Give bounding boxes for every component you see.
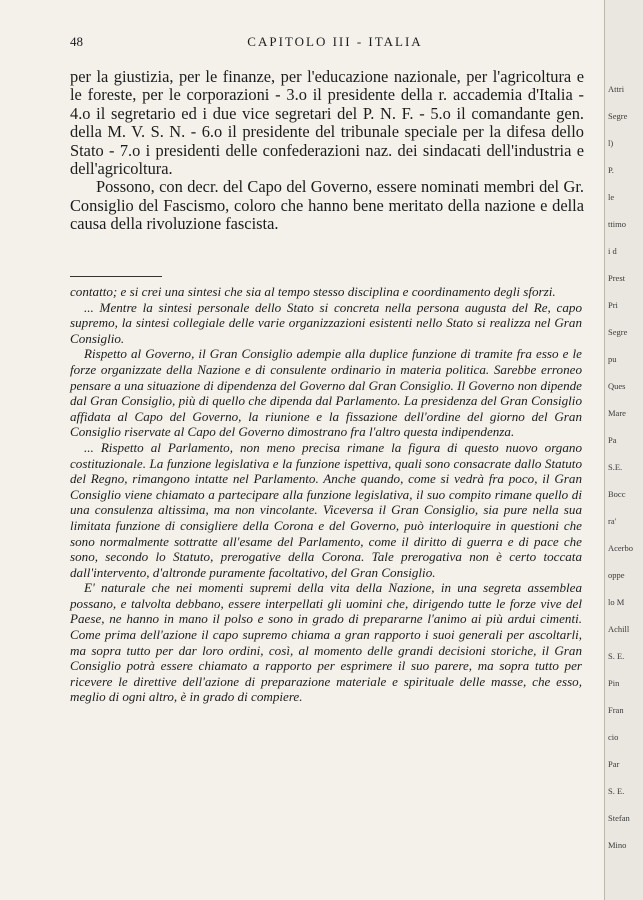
margin-fragment: Prest <box>608 273 625 283</box>
footnote-paragraph: Rispetto al Governo, il Gran Consiglio adempie alla duplice funzione di tramite fra esso e le forze organizzate della Nazione e di consulente ordinario in materia politica. Sarebbe erroneo pensare a una situazione di dipendenza del Governo dal Gran Consiglio. Il Governo non dipende dal Gran Consiglio, più di quello che dipenda dal Parlamento. La presidenza del Gran Consiglio affidata al Capo del Governo, la riunione e la fissazione dell'ordine del giorno del Gran Consiglio riservate al Capo del Governo dimostrano fra l'altro questa indipendenza. <box>70 346 582 440</box>
margin-fragment: Pri <box>608 300 618 310</box>
margin-fragment: S. E. <box>608 786 625 796</box>
margin-fragment: Mare <box>608 408 626 418</box>
margin-fragment: Segre <box>608 111 628 121</box>
margin-fragment: ra' <box>608 516 617 526</box>
margin-fragment: Stefan <box>608 813 630 823</box>
margin-fragment: Achill <box>608 624 630 634</box>
margin-fragment: pu <box>608 354 617 364</box>
footnote-paragraph: ... Rispetto al Parlamento, non meno precisa rimane la figura di questo nuovo organo costituzionale. La funzione legislativa e la funzione ispettiva, quali sono consacrate dallo Statuto del Regno, rimangono intatte nel Parlamento. Anche quando, come si vedrà fra poco, il Gran Consiglio viene chiamato a partecipare alla funzione legislativa, il suo compito rimane quello di una consulenza altissima, ma non vincolante. Viceversa il Gran Consiglio, sia pure nella sua limitata funzione di consigliere della Corona e del Governo, può interloquire in questioni che sono normalmente sottratte all'esame del Parlamento, come il diritto di guerra e di pace che sono, secondo lo Statuto, prerogative della Corona. Tale prerogativa non è certo toccata dall'intervento, d'altronde puramente facoltativo, del Gran Consiglio. <box>70 439 582 580</box>
margin-fragment: Segre <box>608 327 628 337</box>
margin-fragment: Par <box>608 759 620 769</box>
body-paragraph: per la giustizia, per le finanze, per l'educazione nazionale, per l'agricoltura e le foreste, per le corporazioni - 3.o il presidente della r. accademia d'Italia - 4.o il segretario ed i due vice segretari del P. N. F. - 5.o il comandante gen. della M. V. S. N. - 6.o il presidente del tribunale speciale per la difesa dello Stato - 7.o i presidenti delle confederazioni naz. dei sindacati dell'industria e dell'agricoltura. <box>70 67 584 179</box>
margin-fragment: Bocc <box>608 489 626 499</box>
body-paragraph: Possono, con decr. del Capo del Governo, essere nominati membri del Gr. Consiglio del Fascismo, coloro che hanno bene meritato della nazione e della causa della rivoluzione fascista. <box>70 177 584 234</box>
margin-fragment: Fran <box>608 705 624 715</box>
adjacent-page-margin <box>604 0 643 900</box>
margin-fragment: Mino <box>608 840 627 850</box>
margin-fragment: Ques <box>608 381 626 391</box>
margin-fragment: cio <box>608 732 619 742</box>
margin-fragment: Acerbo <box>608 543 634 553</box>
main-text <box>70 68 584 234</box>
margin-fragment: l) <box>608 138 614 148</box>
running-header <box>70 34 600 54</box>
margin-fragment: lo M <box>608 597 625 607</box>
margin-fragment: Attri <box>608 84 625 94</box>
footnote-paragraph: contatto; e si crei una sintesi che sia al tempo stesso disciplina e coordinamento degli sforzi. <box>70 284 556 299</box>
margin-fragment: ttimo <box>608 219 626 229</box>
footnote-separator <box>70 276 162 277</box>
margin-fragment: P. <box>608 165 614 175</box>
margin-fragment: oppe <box>608 570 625 580</box>
footnote-text <box>70 284 582 705</box>
margin-fragment: i d <box>608 246 617 256</box>
margin-fragment: Pa <box>608 435 617 445</box>
margin-fragment: S. E. <box>608 651 625 661</box>
margin-fragment: le <box>608 192 615 202</box>
running-title: CAPITOLO III - ITALIA <box>247 34 423 49</box>
margin-fragment: S.E. <box>608 462 623 472</box>
page-number: 48 <box>70 34 83 49</box>
footnote-paragraph: E' naturale che nei momenti supremi della vita della Nazione, in una segreta assemblea possano, e talvolta debbano, essere interpellati gli uomini che, dirigendo tutte le forze vive del Paese, ne hanno in mano il polso e sono in grado di prepararne l'animo ai più ardui cimenti. Come prima dell'azione il capo supremo chiama a gran rapporto i suoi generali per ascoltarli, ma sopra tutto per dar loro ordini, così, al momento delle grandi decisioni storiche, il Gran Consiglio potrà essere chiamato a rapporto per esprimere il suo parere, ma sopra tutto per ricevere le direttive dell'azione di preparazione materiale e spirituale delle masse, che esso, meglio di ogni altro, è in grado di compiere. <box>70 580 582 705</box>
footnote-paragraph: ... Mentre la sintesi personale dello Stato si concreta nella persona augusta del Re, capo supremo, la sintesi collegiale delle varie organizzazioni esistenti nello Stato si realizza nel Gran Consiglio. <box>70 299 582 346</box>
margin-fragment: Pin <box>608 678 620 688</box>
